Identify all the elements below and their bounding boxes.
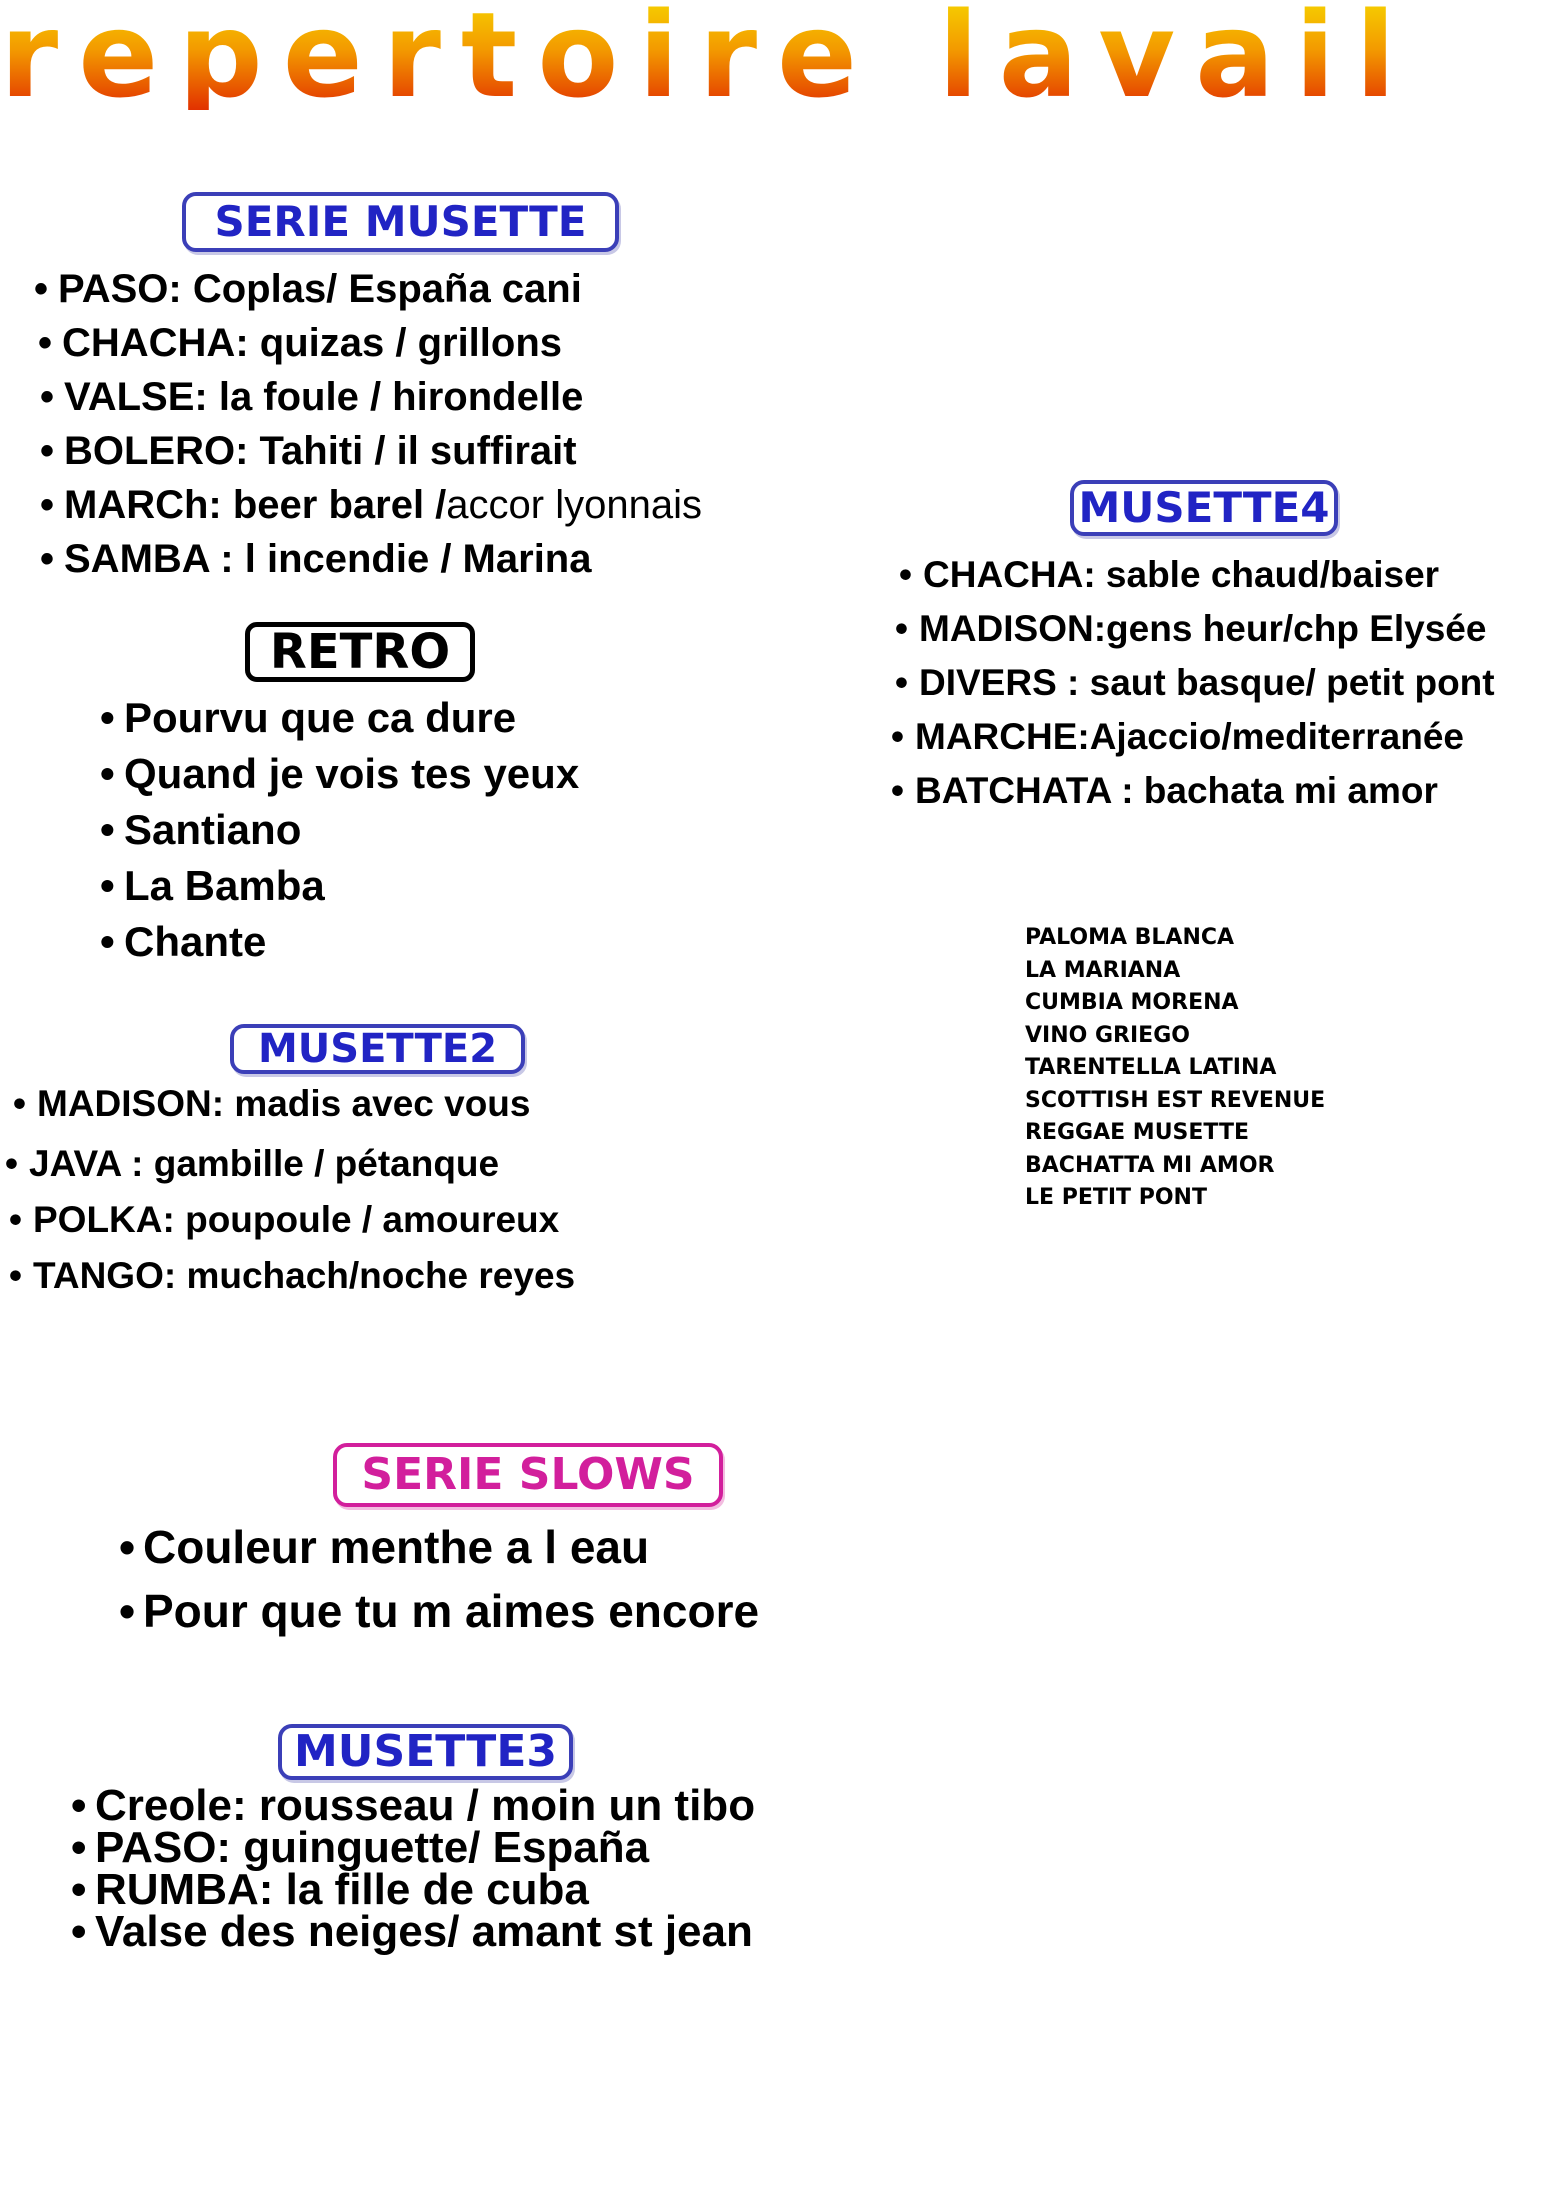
list-item: • POLKA: poupoule / amoureux: [33, 1192, 575, 1248]
list-item: • Quand je vois tes yeux: [124, 746, 579, 802]
list-item: • BATCHATA : bachata mi amor: [915, 764, 1491, 818]
musette3-list: [95, 1781, 756, 1956]
musette3-label: MUSETTE3: [278, 1724, 573, 1780]
list-item: • PASO: Coplas/ España cani: [58, 262, 696, 316]
list-item: • Pourvu que ca dure: [124, 690, 579, 746]
list-item: PALOMA BLANCA: [1025, 925, 1235, 950]
list-item: • La Bamba: [124, 858, 579, 914]
page-title: repertoire lavail: [0, 0, 1561, 110]
list-item: SCOTTISH EST REVENUE: [1025, 1087, 1326, 1113]
list-item: • CHACHA: sable chaud/baiser: [923, 548, 1499, 602]
list-item: • MADISON:gens heur/chp Elysée: [919, 602, 1495, 656]
march-tail: accor lyonnais: [446, 483, 702, 527]
list-item: • SAMBA : l incendie / Marina: [64, 532, 702, 586]
list-item: • CHACHA: quizas / grillons: [62, 316, 700, 370]
serie-slows-label: SERIE SLOWS: [333, 1443, 723, 1507]
list-item: • MARCHE:Ajaccio/mediterranée: [915, 710, 1491, 764]
list-item: • PASO: guinguette/ España: [95, 1827, 755, 1869]
extra-song-list: [1025, 922, 1325, 1215]
list-item: REGGAE MUSETTE: [1025, 1120, 1249, 1145]
list-item: • Chante: [124, 914, 579, 970]
musette4-label: MUSETTE4: [1070, 480, 1338, 536]
list-item: • MADISON: madis avec vous: [37, 1078, 579, 1136]
retro-list: [124, 690, 579, 970]
musette4-list: [915, 548, 1499, 818]
musette2-label: MUSETTE2: [230, 1024, 525, 1074]
list-item: • VALSE: la foule / hirondelle: [64, 370, 702, 424]
musette2-list: [29, 1078, 579, 1304]
list-item: • JAVA : gambille / pétanque: [29, 1136, 571, 1192]
retro-label: RETRO: [245, 622, 475, 682]
list-item: • Creole: rousseau / moin un tibo: [95, 1785, 755, 1827]
list-item: • Pour que tu m aimes encore: [143, 1579, 759, 1643]
list-item: • BOLERO: Tahiti / il suffirait: [64, 424, 702, 478]
list-item: • Couleur menthe a l eau: [143, 1515, 759, 1579]
serie-musette-list: [58, 262, 702, 586]
list-item: VINO GRIEGO: [1025, 1022, 1190, 1048]
list-item: BACHATTA MI AMOR: [1025, 1152, 1275, 1178]
list-item: • DIVERS : saut basque/ petit pont: [919, 656, 1495, 710]
list-item: LE PETIT PONT: [1025, 1185, 1207, 1210]
serie-musette-label: SERIE MUSETTE: [182, 192, 619, 252]
list-item: LA MARIANA: [1025, 957, 1181, 983]
list-item: [64, 478, 702, 532]
list-item: • RUMBA: la fille de cuba: [95, 1869, 755, 1911]
serie-slows-list: [143, 1515, 759, 1643]
list-item: • Santiano: [124, 802, 579, 858]
list-item: • Valse des neiges/ amant st jean: [95, 1911, 755, 1953]
list-item: TARENTELLA LATINA: [1025, 1055, 1277, 1080]
list-item: • TANGO: muchach/noche reyes: [33, 1248, 575, 1304]
march-head: MARCh: beer barel /: [64, 483, 447, 527]
list-item: CUMBIA MORENA: [1025, 990, 1239, 1015]
